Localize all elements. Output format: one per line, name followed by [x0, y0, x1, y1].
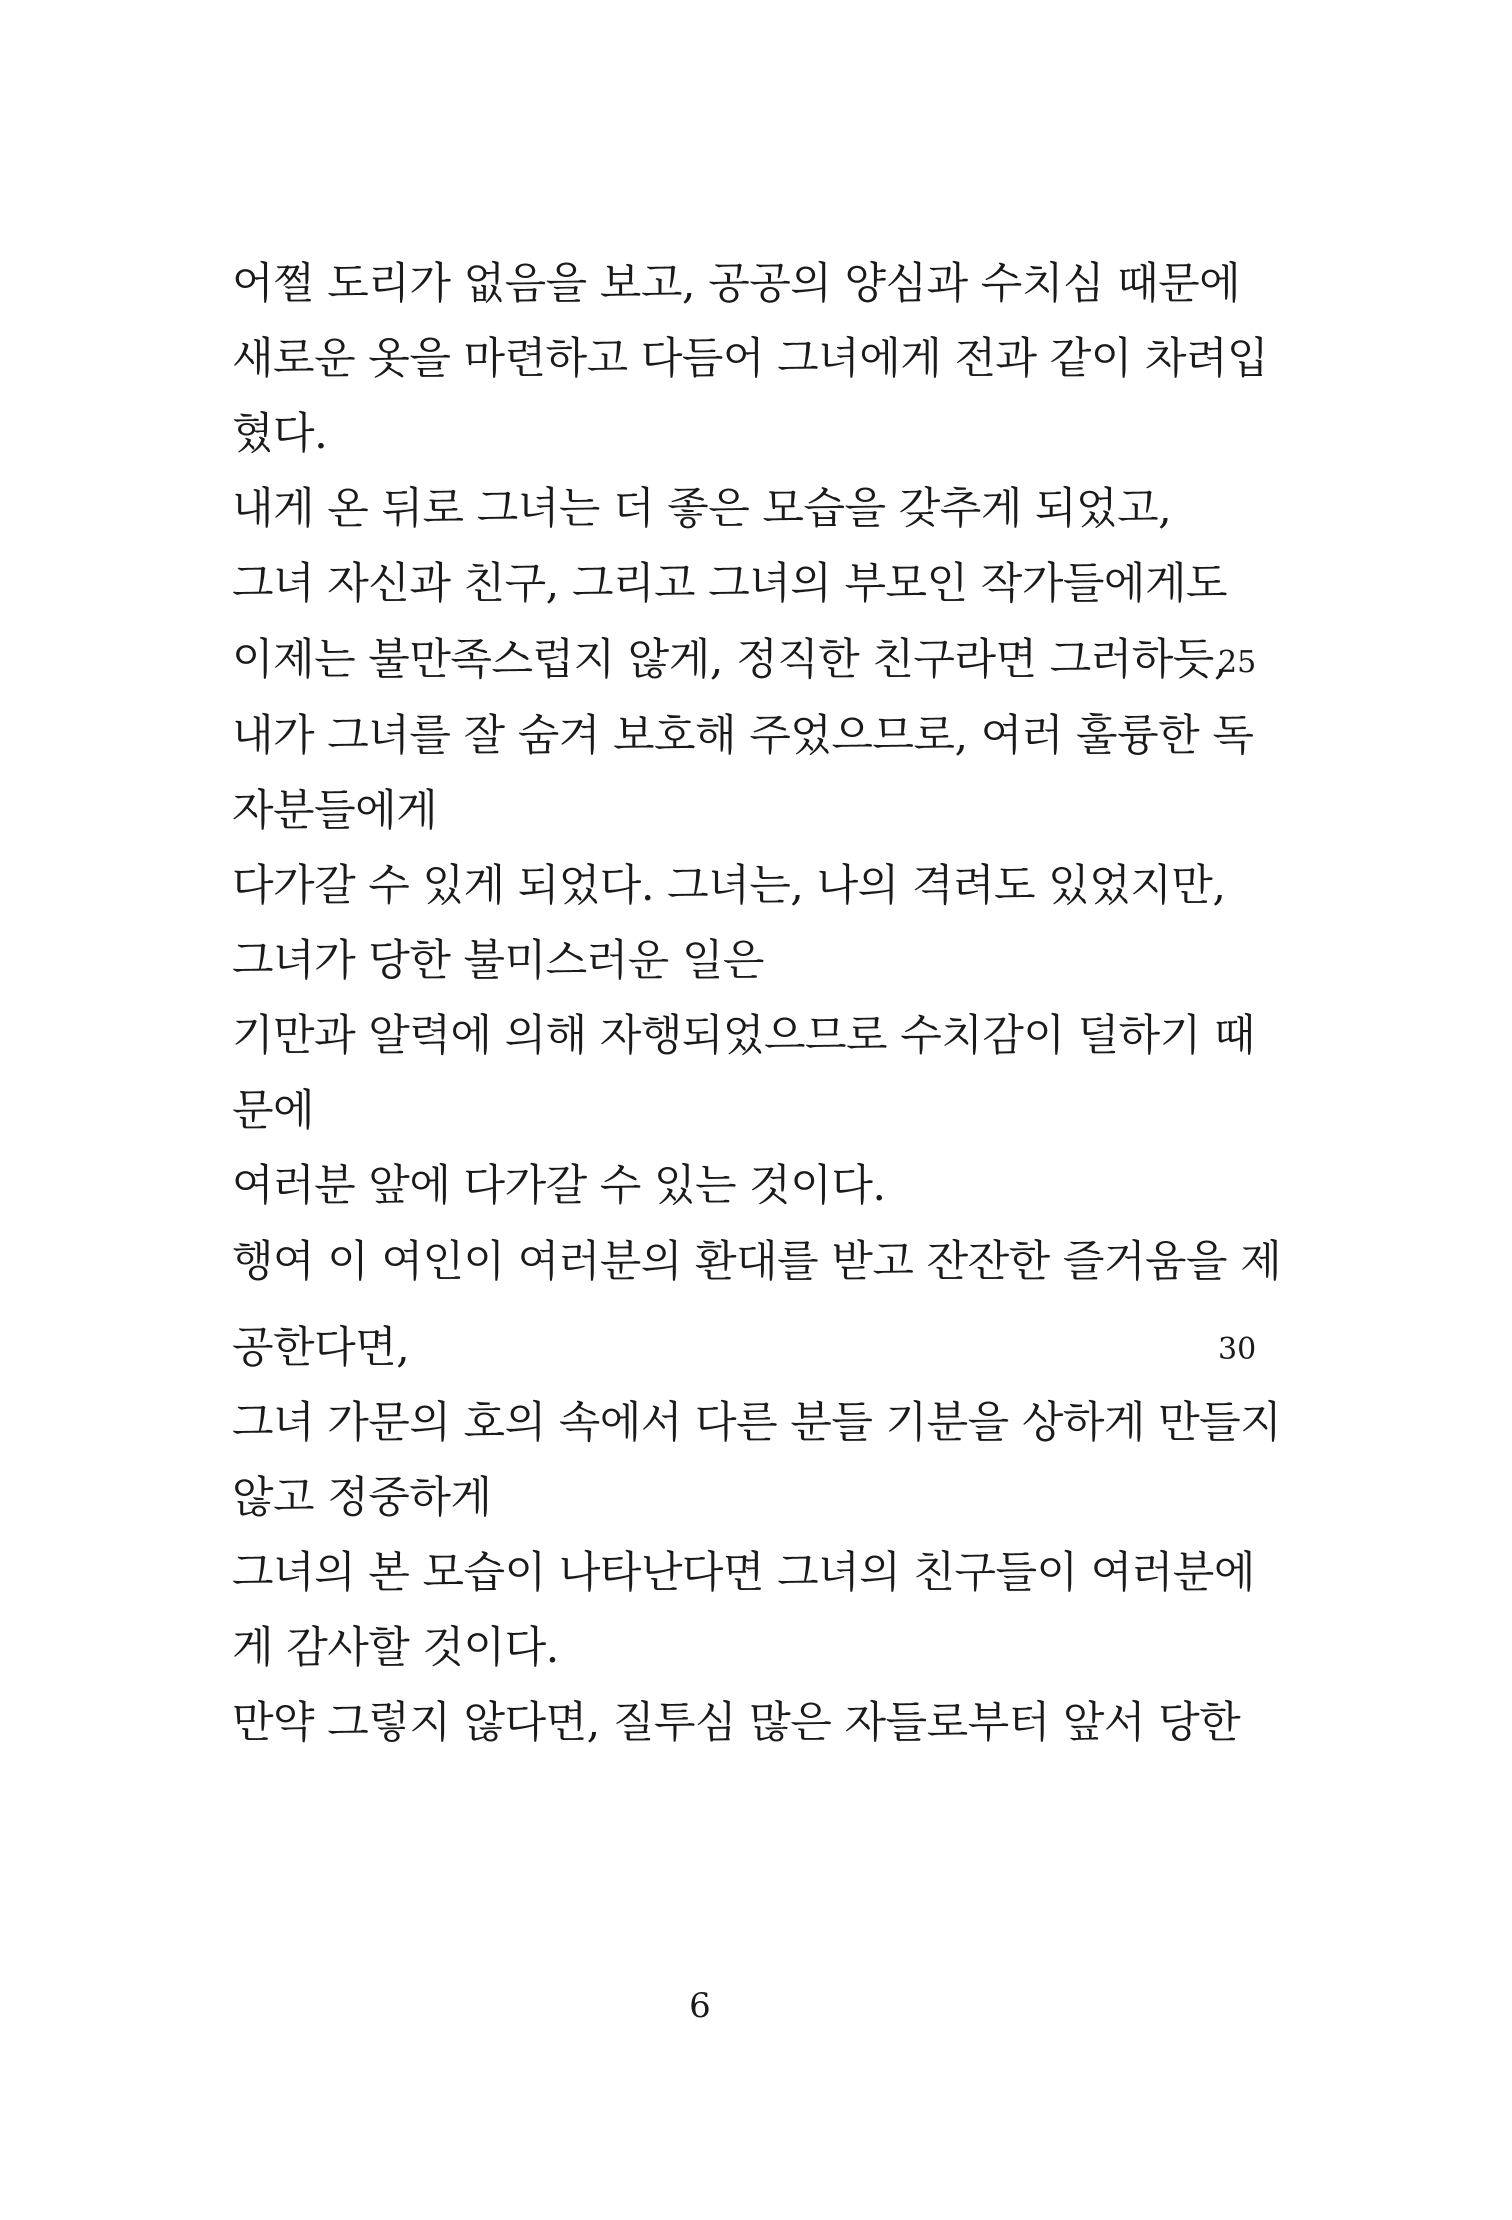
- text-line: 그녀가 당한 불미스러운 일은: [232, 936, 764, 986]
- text-line: 공한다면,: [232, 1323, 410, 1373]
- text-line: 어쩔 도리가 없음을 보고, 공공의 양심과 수치심 때문에: [232, 259, 1241, 309]
- page-number: 6: [689, 1986, 711, 2026]
- text-line: 그녀 자신과 친구, 그리고 그녀의 부모인 작가들에게도: [232, 559, 1228, 609]
- text-line: 다가갈 수 있게 되었다. 그녀는, 나의 격려도 있었지만,: [232, 861, 1226, 911]
- text-line: 새로운 옷을 마련하고 다듬어 그녀에게 전과 같이 차려입: [232, 334, 1269, 384]
- text-line: 자분들에게: [232, 786, 438, 836]
- text-line: 기만과 알력에 의해 자행되었으므로 수치감이 덜하기 때: [232, 1011, 1255, 1061]
- line-number: 30: [1218, 1332, 1257, 1367]
- text-line: 내가 그녀를 잘 숨겨 보호해 주었으므로, 여러 훌륭한 독: [232, 711, 1254, 761]
- text-line: 만약 그렇지 않다면, 질투심 많은 자들로부터 앞서 당한: [232, 1698, 1241, 1748]
- text-line: 행여 이 여인이 여러분의 환대를 받고 잔잔한 즐거움을 제: [232, 1237, 1282, 1287]
- text-line: 않고 정중하게: [232, 1473, 492, 1523]
- text-line: 문에: [232, 1086, 315, 1136]
- text-line: 이제는 불만족스럽지 않게, 정직한 친구라면 그러하듯,: [232, 635, 1228, 685]
- text-line: 내게 온 뒤로 그녀는 더 좋은 모습을 갖추게 되었고,: [232, 484, 1172, 534]
- text-line: 그녀의 본 모습이 나타난다면 그녀의 친구들이 여러분에: [232, 1548, 1255, 1598]
- text-line: 그녀 가문의 호의 속에서 다른 분들 기분을 상하게 만들지: [232, 1398, 1282, 1448]
- text-line: 혔다.: [232, 409, 328, 459]
- line-number: 25: [1218, 645, 1257, 680]
- text-line: 게 감사할 것이다.: [232, 1623, 559, 1673]
- text-line: 여러분 앞에 다가갈 수 있는 것이다.: [232, 1161, 886, 1211]
